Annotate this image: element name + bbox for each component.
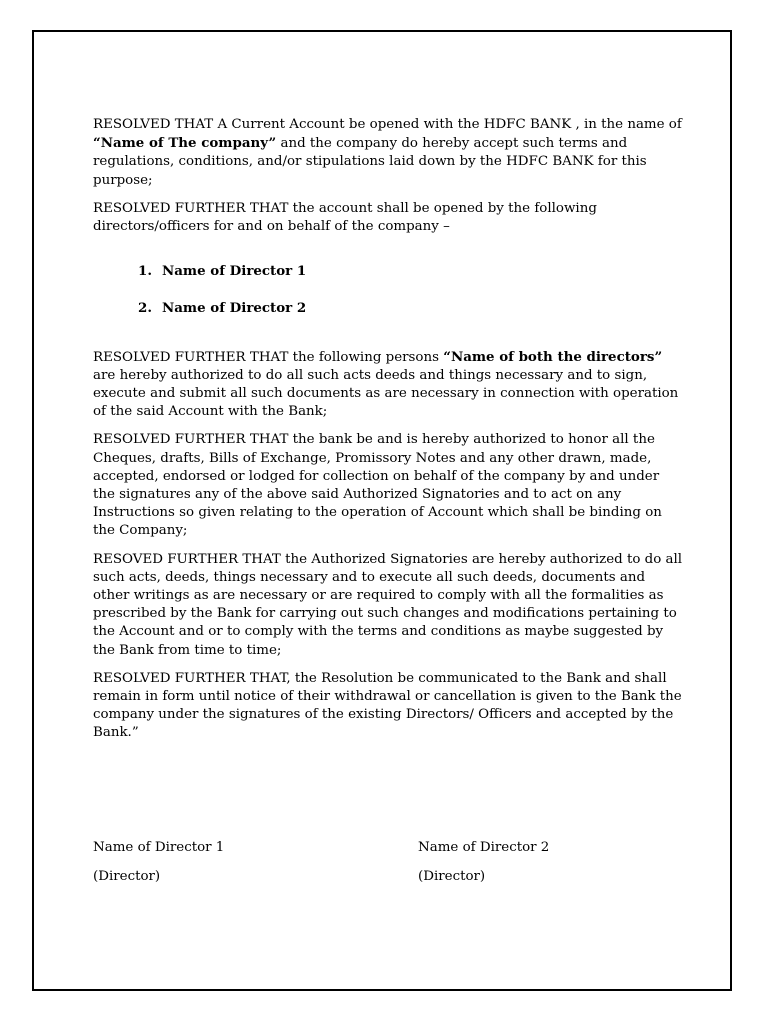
resolution-paragraph-5: RESOVED FURTHER THAT the Authorized Signatories are hereby authorized to do all such acts, deeds, things necessary and to execute all such deeds, documents and other writings as are necessary or are required to comply with all the formalities as prescribed by the Bank for carrying out such changes and modifications pertaining to the Account and or to comply with the terms and conditions as maybe suggested by the Bank from time to time; xyxy=(93,551,683,658)
list-item: 1. Name of Director 1 xyxy=(138,263,307,280)
resolution-paragraph-4: RESOLVED FURTHER THAT the bank be and is hereby authorized to honor all the Cheques, drafts, Bills of Exchange, Promissory Notes and any other drawn, made, accepted, endorsed or lodged for collection on behalf of the company by and under the signatures any of the above said Authorized Signatories and to act on any Instructions so given relating to the operation of Account which shall be binding on the Company; xyxy=(93,432,662,539)
signature-right xyxy=(418,839,549,897)
signatory-name: Name of Director 2 xyxy=(418,840,550,855)
signatory-title: (Director) xyxy=(418,869,486,884)
resolution-body xyxy=(93,116,683,753)
list-item: 2. Name of Director 2 xyxy=(138,300,307,317)
resolution-paragraph-3: RESOLVED FURTHER THAT the following persons “Name of both the directors” are hereby authorized to do all such acts deeds and things necessary and to sign, execute and submit all such documents as are necessary in connection with operation of the said Account with the Bank; xyxy=(93,348,679,420)
company-name-placeholder: “Name of The company” xyxy=(93,135,277,152)
signature-left xyxy=(93,839,224,897)
directors-list xyxy=(93,262,683,317)
resolution-paragraph-6: RESOLVED FURTHER THAT, the Resolution be communicated to the Bank and shall remain in form until notice of their withdrawal or cancellation is given to the Bank the company under the signatures of the existing Directors/ Officers and accepted by the Bank.” xyxy=(93,670,682,741)
resolution-paragraph-2: RESOLVED FURTHER THAT the account shall be opened by the following directors/officers for and on behalf of the company – xyxy=(93,200,597,235)
signatory-name: Name of Director 1 xyxy=(93,840,225,855)
directors-name-placeholder: “Name of both the directors” xyxy=(443,348,663,365)
resolution-paragraph-1: RESOLVED THAT A Current Account be opened with the HDFC BANK , in the name of “Name of The company” and the company do hereby accept such terms and regulations, conditions, and/or stipulations laid down by the HDFC BANK for this purpose; xyxy=(93,117,682,188)
signatory-title: (Director) xyxy=(93,869,161,884)
